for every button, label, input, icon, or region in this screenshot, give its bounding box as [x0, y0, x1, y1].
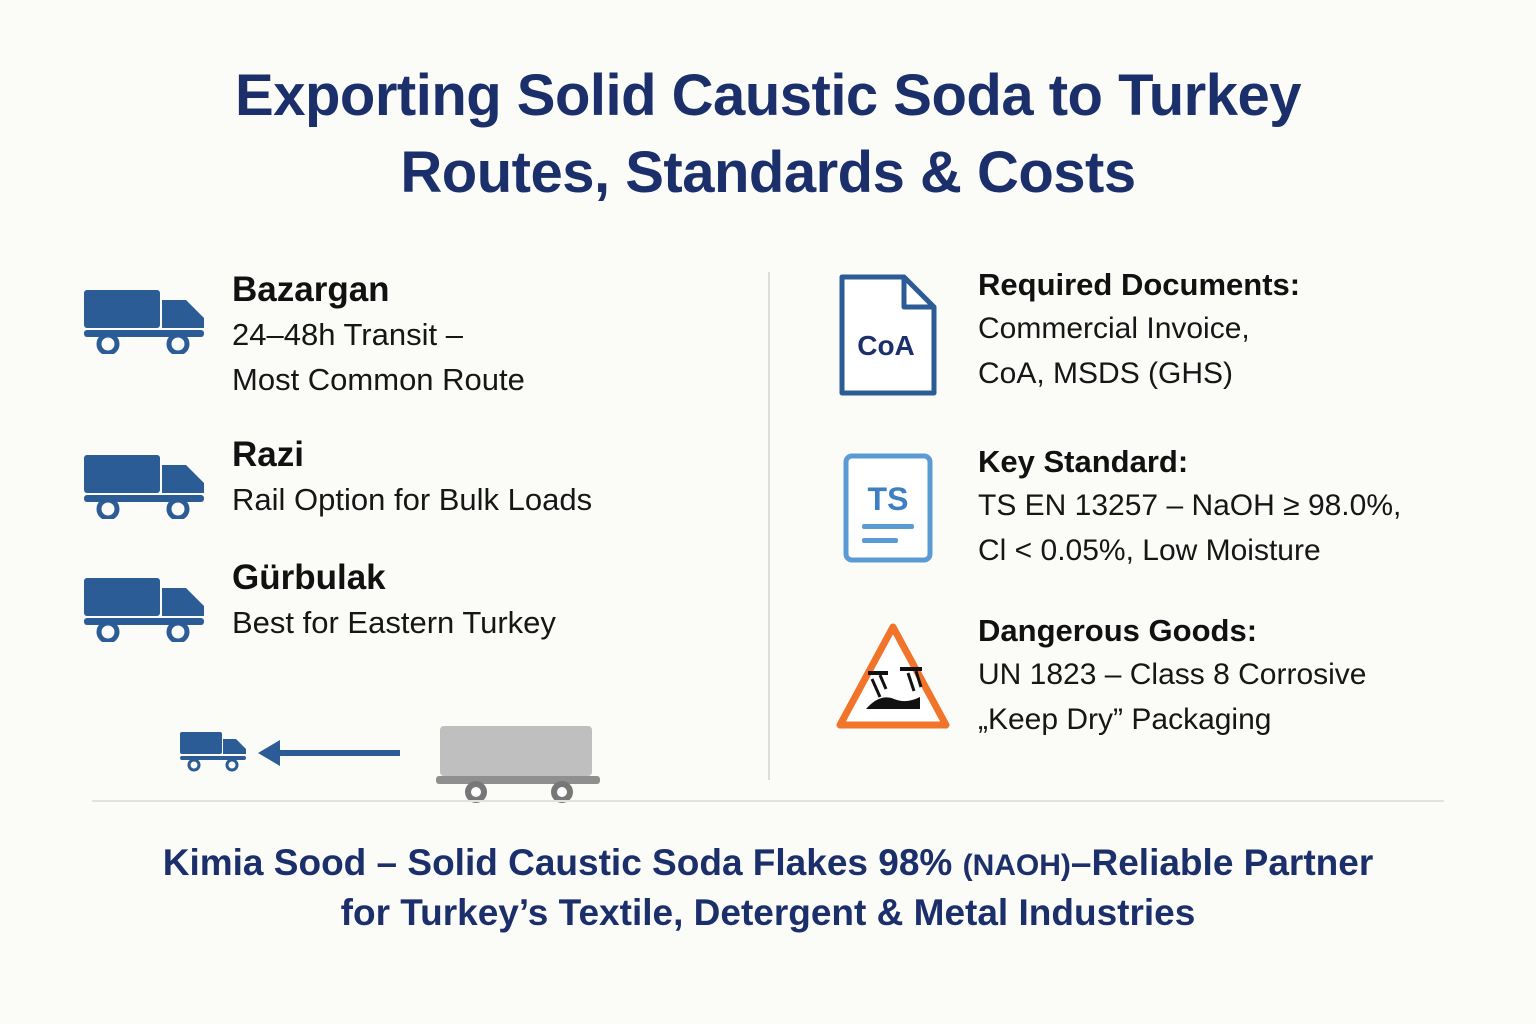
footer-line-1: [0, 838, 1536, 888]
route-item: [82, 268, 722, 401]
requirement-text: [978, 611, 1448, 741]
ts-icon-label: TS: [867, 481, 909, 517]
loading-illustration: [150, 718, 670, 810]
requirement-title: Required Documents:: [978, 267, 1301, 302]
left-arrow-icon: [258, 740, 400, 766]
requirement-text: [978, 442, 1448, 572]
requirement-item: [828, 265, 1448, 404]
route-desc-line-1: Best for Eastern Turkey: [232, 605, 556, 641]
requirements-column: [828, 265, 1448, 780]
truck-icon: [82, 433, 232, 524]
requirement-desc-line-2: CoA, MSDS (GHS): [978, 357, 1234, 391]
truck-icon: [180, 732, 246, 770]
footer-text-part-2: –Reliable Partner: [1070, 842, 1374, 883]
trailer-icon: [436, 726, 600, 803]
page-title: [0, 58, 1536, 211]
route-text: [232, 556, 722, 645]
route-item: [82, 433, 722, 524]
route-desc-line-1: 24–48h Transit –: [232, 316, 463, 352]
requirement-item: [828, 611, 1448, 742]
coa-document-icon: [828, 265, 978, 404]
requirement-desc-line-2: „Keep Dry” Packaging: [978, 703, 1272, 737]
route-text: [232, 268, 722, 401]
title-line-2: Routes, Standards & Costs: [400, 139, 1136, 205]
footer-text-part-1: Kimia Sood – Solid Caustic Soda Flakes 98%: [162, 842, 963, 883]
requirement-desc-line-2: Cl < 0.05%, Low Moisture: [978, 534, 1321, 568]
requirement-text: [978, 265, 1448, 395]
column-divider: [768, 272, 770, 780]
route-name: Gürbulak: [232, 558, 386, 598]
route-desc-line-1: Rail Option for Bulk Loads: [232, 482, 593, 518]
footer: [0, 838, 1536, 938]
routes-column: [82, 268, 722, 679]
requirement-title: Dangerous Goods:: [978, 613, 1258, 648]
requirement-item: [828, 442, 1448, 573]
corrosive-warning-icon: [828, 611, 978, 742]
route-item: [82, 556, 722, 647]
requirement-desc-line-1: Commercial Invoice,: [978, 312, 1250, 346]
ground-line: [92, 800, 1444, 802]
truck-icon: [82, 556, 232, 647]
route-text: [232, 433, 722, 522]
route-desc-line-2: Most Common Route: [232, 361, 525, 397]
footer-line-2: for Turkey’s Textile, Detergent & Metal Industries: [340, 891, 1196, 933]
coa-icon-label: CoA: [857, 330, 915, 361]
requirement-title: Key Standard:: [978, 444, 1189, 479]
footer-naoh-note: (NAOH): [962, 849, 1071, 882]
requirement-desc-line-1: UN 1823 – Class 8 Corrosive: [978, 658, 1367, 692]
requirement-desc-line-1: TS EN 13257 – NaOH ≥ 98.0%,: [978, 489, 1402, 523]
title-line-1: Exporting Solid Caustic Soda to Turkey: [235, 63, 1301, 128]
truck-icon: [82, 268, 232, 359]
route-name: Bazargan: [232, 270, 390, 309]
route-name: Razi: [232, 435, 304, 475]
ts-standard-icon: [828, 442, 978, 573]
